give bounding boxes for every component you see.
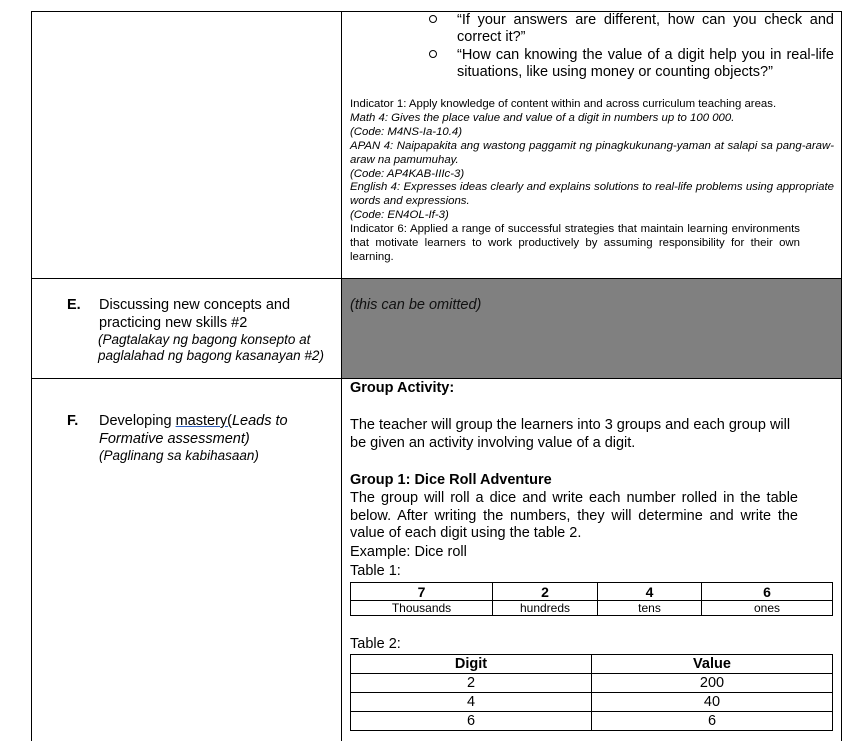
hollow-bullet-icon (429, 15, 437, 23)
table-row: 6 6 (351, 712, 833, 731)
lesson-plan-table (31, 11, 842, 741)
section-letter: F. (67, 413, 79, 429)
english-code: (Code: EN4OL-If-3) (350, 209, 449, 222)
group1-title: Group 1: Dice Roll Adventure (350, 472, 552, 488)
column-header: Value (592, 655, 833, 674)
english-competency: English 4: Expresses ideas clearly and explains solutions to real-life problems using appropriate words and expressions. (350, 181, 834, 208)
table1-label: Table 1: (350, 563, 401, 579)
place-cell: tens (598, 601, 702, 616)
spellcheck-underline[interactable]: mastery( (175, 413, 232, 429)
indicator-1: Indicator 1: Apply knowledge of content within and across curriculum teaching areas. (350, 98, 777, 110)
group1-description: The group will roll a dice and write each number rolled in the table below. After writing the numbers, they will determine and write the value of each digit using the table 2. (350, 490, 798, 541)
group-activity-intro: The teacher will group the learners into 3 groups and each group will be given an activity involving value of a digit. (350, 417, 791, 451)
place-value-table (350, 582, 833, 616)
apan-code: (Code: AP4KAB-IIIc-3) (350, 167, 465, 180)
place-cell: ones (702, 601, 833, 616)
section-subtitle: (Paglinang sa kabihasaan) (99, 448, 259, 463)
apan-competency: APAN 4: Naipapakita ang wastong paggamit ng pinagkukunang-yaman at salapi sa pang-araw-araw na pamumuhay. (350, 139, 834, 166)
table-row: 2 200 (351, 674, 833, 693)
section-letter: E. (67, 297, 81, 313)
digit-cell: 7 (351, 583, 493, 601)
digit-value-table (350, 654, 833, 731)
reflection-questions (429, 12, 834, 82)
question-item: “How can knowing the value of a digit help you in real-life situations, like using money or counting objects?” (429, 47, 834, 81)
question-item: “If your answers are different, how can you check and correct it?” (429, 12, 834, 46)
place-cell: hundreds (493, 601, 598, 616)
digit-cell: 4 (598, 583, 702, 601)
table-border-right (841, 11, 842, 741)
table-border-left (31, 11, 32, 741)
omitted-note: (this can be omitted) (350, 297, 482, 313)
column-header: Digit (351, 655, 592, 674)
math-code: (Code: M4NS-Ia-10.4) (350, 125, 463, 138)
section-title: Developing mastery(Leads to Formative assessment) (99, 413, 288, 447)
digit-cell: 6 (702, 583, 833, 601)
digit-cell: 2 (493, 583, 598, 601)
indicator-6: Indicator 6: Applied a range of successful strategies that maintain learning environments that motivate learners to work productively by assuming responsibility for their own learning. (350, 223, 800, 263)
place-cell: Thousands (351, 601, 493, 616)
hollow-bullet-icon (429, 50, 437, 58)
row-divider (31, 378, 842, 379)
omitted-cell-shading (342, 279, 841, 378)
section-subtitle: (Pagtalakay ng bagong konsepto at paglalahad ng bagong kasanayan #2) (98, 332, 324, 363)
example-label: Example: Dice roll (350, 544, 467, 560)
table-row: 4 40 (351, 693, 833, 712)
group-activity-heading: Group Activity: (350, 380, 455, 396)
section-title: Discussing new concepts and practicing new skills #2 (99, 297, 291, 331)
table2-label: Table 2: (350, 636, 401, 652)
indicators-block (350, 98, 834, 265)
math-competency: Math 4: Gives the place value and value of a digit in numbers up to 100 000. (350, 111, 735, 124)
